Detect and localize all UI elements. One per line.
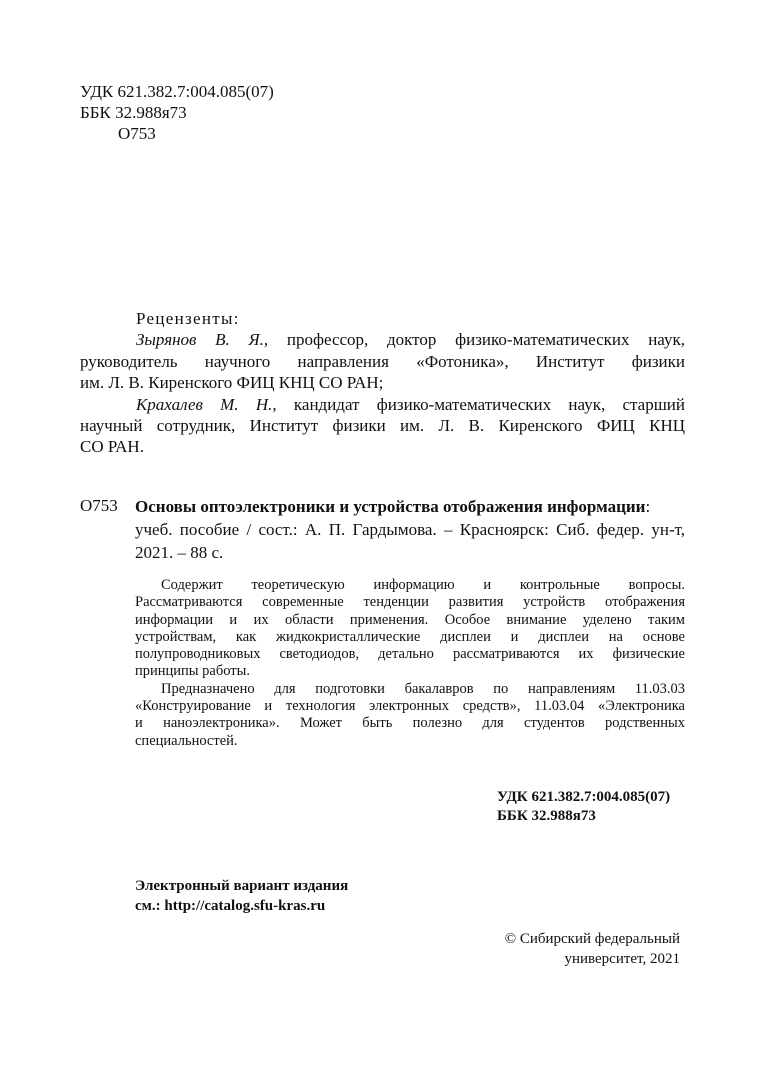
annotation-p1-line-4: устройствам, как жидкокристаллические дисплеи и дисплеи на основе	[135, 628, 685, 645]
catalog-entry	[135, 495, 685, 564]
udk-header	[80, 81, 274, 144]
reviewer-1-credentials: , профессор, доктор физико-математических наук,	[263, 330, 685, 350]
reviewer-1-line-3: им. Л. В. Киренского ФИЦ КНЦ СО РАН;	[80, 373, 384, 393]
electronic-version-label: Электронный вариант издания	[135, 878, 349, 894]
annotation-p2-line-3: и наноэлектроника». Может быть полезно для студентов родственных	[135, 715, 685, 732]
reviewer-1-line-2: руководитель научного направления «Фотоника», Институт физики	[80, 351, 685, 371]
reviewer-2-line-1	[80, 394, 685, 415]
reviewer-1-name: Зырянов В. Я.	[136, 330, 264, 350]
udk-code: УДК 621.382.7:004.085(07)	[80, 82, 274, 101]
reviewer-2-line-2: научный сотрудник, Институт физики им. Л. В. Киренского ФИЦ КНЦ	[80, 416, 685, 436]
reviewers-heading: Рецензенты:	[136, 309, 240, 328]
annotation-p1-line-3: информации и их области применения. Особое внимание уделено таким	[135, 611, 685, 628]
catalog-code: О753	[80, 496, 118, 515]
book-title: Основы оптоэлектроники и устройства отображения информации	[135, 497, 646, 516]
electronic-version	[135, 876, 348, 916]
annotation-p2-line-2: «Конструирование и технология электронных средств», 11.03.04 «Электроника	[135, 698, 685, 715]
catalog-link[interactable]: см.: http://catalog.sfu-kras.ru	[135, 898, 326, 914]
annotation-p1-line-5: полупроводниковых светодиодов, детально рассматриваются их физические	[135, 646, 685, 663]
bottom-udk-code: УДК 621.382.7:004.085(07)	[497, 789, 671, 805]
book-title-colon: :	[645, 497, 651, 516]
annotation-p1-line-6: принципы работы.	[135, 663, 251, 680]
catalog-year-pages: 2021. – 88 с.	[135, 543, 224, 562]
catalog-description: учеб. пособие / сост.: А. П. Гардымова. – Красноярск: Сиб. федер. ун-т,	[135, 520, 685, 539]
reviewers-block	[80, 308, 685, 458]
annotation-p1-line-1: Содержит теоретическую информацию и контрольные вопросы.	[161, 577, 685, 593]
copyright	[505, 929, 680, 969]
reviewer-1-line-1	[80, 329, 685, 350]
bottom-codes	[497, 788, 670, 826]
bbk-code: ББК 32.988я73	[80, 103, 187, 122]
reviewer-2-line-3: СО РАН.	[80, 437, 144, 457]
annotation	[135, 577, 685, 750]
annotation-p2-line-4: специальностей.	[135, 732, 238, 749]
annotation-p2-line-1: Предназначено для подготовки бакалавров по направлениям 11.03.03	[161, 680, 685, 697]
bottom-bbk-code: ББК 32.988я73	[497, 808, 596, 824]
copyright-line-1: © Сибирский федеральный	[504, 931, 680, 947]
reviewer-2-credentials: , кандидат физико-математических наук, старший	[272, 394, 686, 414]
reviewer-2-name: Крахалев М. Н.	[136, 394, 273, 414]
annotation-p1-line-2: Рассматриваются современные тенденции развития устройств отображения	[135, 594, 685, 611]
catalog-title-line	[135, 495, 685, 518]
copyright-line-2: университет, 2021	[564, 951, 680, 967]
author-sign-code: О753	[118, 124, 156, 143]
